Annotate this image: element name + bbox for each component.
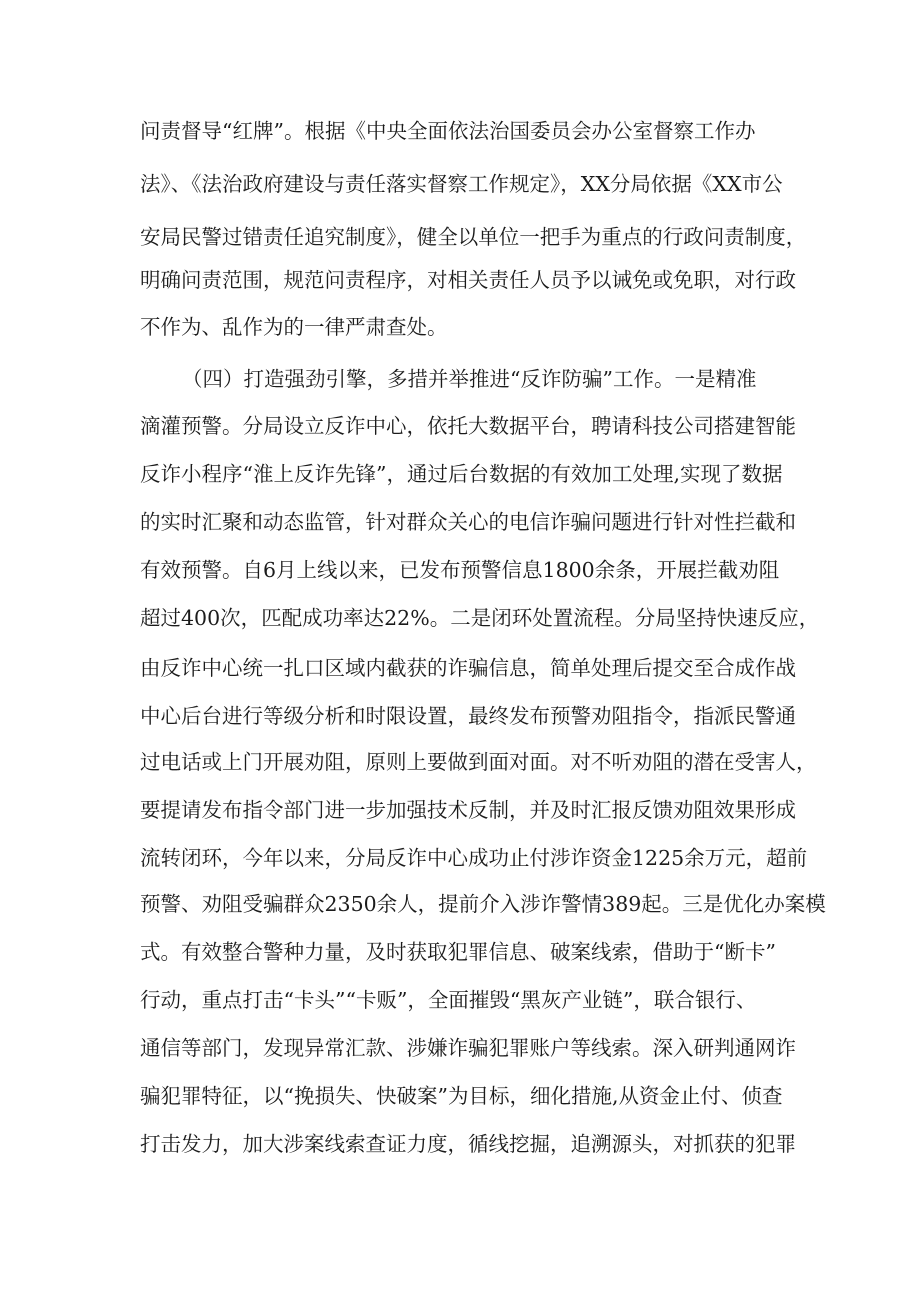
text-line: 安局民警过错责任追究制度》，健全以单位一把手为重点的行政问责制度， [140,225,807,249]
text-line: 明确问责范围，规范问责程序，对相关责任人员予以诫免或免职，对行政 [140,268,796,292]
text-line: 反诈小程序“淮上反诈先锋”，通过后台数据的有效加工处理,实现了数据 [140,462,783,486]
text-line: 的实时汇聚和动态监管，针对群众关心的电信诈骗问题进行针对性拦截和 [140,510,796,534]
text-line: 超过400次，匹配成功率达22%。二是闭环处置流程。分局坚持快速反应， [140,606,820,630]
text-line: 骗犯罪特征，以“挽损失、快破案”为目标，细化措施,从资金止付、侦查 [140,1084,783,1108]
text-line: 有效预警。自6月上线以来，已发布预警信息1800余条，开展拦截劝阻 [140,558,780,582]
text-line: 预警、劝阻受骗群众2350余人，提前介入涉诈警情389起。三是优化办案模 [140,892,826,916]
text-line: 要提请发布指令部门进一步加强技术反制，并及时汇报反馈劝阻效果形成 [140,798,796,822]
text-line: 不作为、乱作为的一律严肃查处。 [140,315,448,339]
text-line: 行动，重点打击“卡头”“卡贩”，全面摧毁“黑灰产业链”，联合银行、 [140,988,757,1012]
text-line: 过电话或上门开展劝阻，原则上要做到面对面。对不听劝阻的潜在受害人， [140,750,817,774]
text-line: 问责督导“红牌”。根据《中央全面依法治国委员会办公室督察工作办 [140,119,756,143]
text-line: 流转闭环，今年以来，分局反诈中心成功止付涉诈资金1225余万元，超前 [140,846,808,870]
text-line: 中心后台进行等级分析和时限设置，最终发布预警劝阻指令，指派民警通 [140,704,796,728]
text-line: 滴灌预警。分局设立反诈中心，依托大数据平台，聘请科技公司搭建智能 [140,414,796,438]
text-line: 法》、《法治政府建设与责任落实督察工作规定》，XX分局依据《XX市公 [140,172,783,196]
paragraph-start-line: （四）打造强劲引擎，多措并举推进“反诈防骗”工作。一是精准 [182,367,757,391]
text-line: 打击发力，加大涉案线索查证力度，循线挖掘，追溯源头，对抓获的犯罪 [140,1132,796,1156]
text-line: 由反诈中心统一扎口区域内截获的诈骗信息，简单处理后提交至合成作战 [140,656,796,680]
text-line: 式。有效整合警种力量，及时获取犯罪信息、破案线索，借助于“断卡” [140,940,776,964]
text-line: 通信等部门，发现异常汇款、涉嫌诈骗犯罪账户等线索。深入研判通网诈 [140,1036,796,1060]
